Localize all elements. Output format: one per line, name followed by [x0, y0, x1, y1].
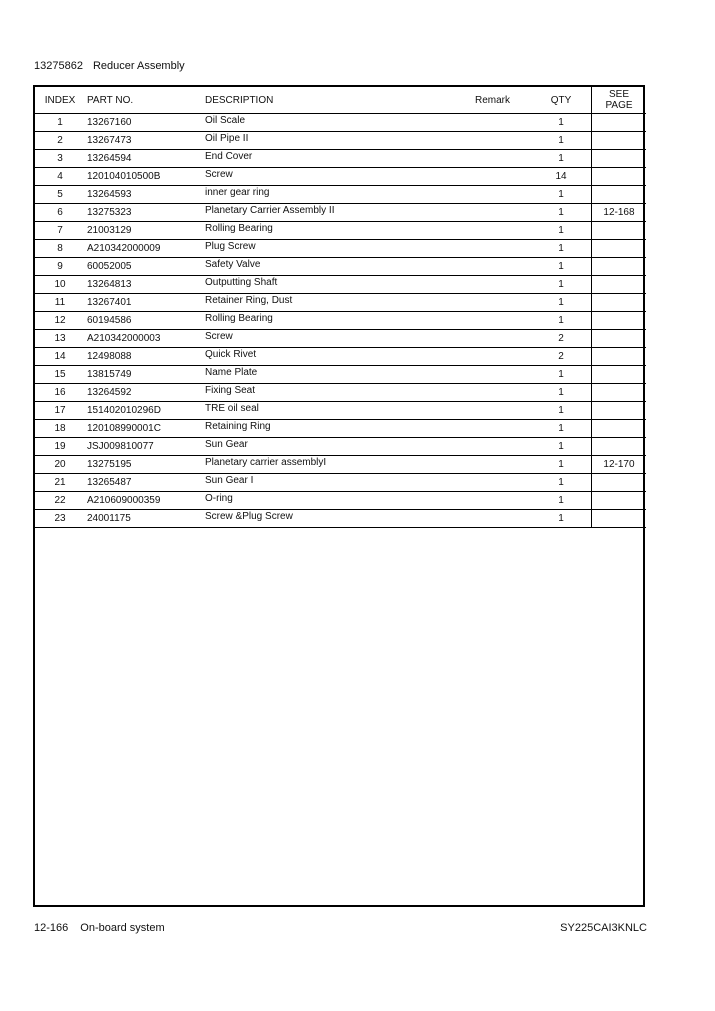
cell-qty: 1: [531, 222, 592, 240]
cell-qty: 1: [531, 150, 592, 168]
cell-see-page: [592, 330, 647, 348]
cell-description: Retainer Ring, Dust: [205, 294, 475, 312]
cell-qty: 1: [531, 276, 592, 294]
cell-description: Oil Pipe II: [205, 132, 475, 150]
cell-see-page: [592, 366, 647, 384]
cell-part-no: 13265487: [85, 474, 205, 492]
cell-index: 11: [35, 294, 85, 312]
cell-see-page: 12-170: [592, 456, 647, 474]
cell-index: 17: [35, 402, 85, 420]
cell-qty: 1: [531, 114, 592, 132]
document-title: [34, 60, 185, 72]
cell-see-page: [592, 222, 647, 240]
cell-part-no: 13267160: [85, 114, 205, 132]
cell-remark: [475, 150, 531, 168]
cell-part-no: JSJ009810077: [85, 438, 205, 456]
table-row: [35, 186, 646, 204]
cell-description: Safety Valve: [205, 258, 475, 276]
table-row: [35, 384, 646, 402]
cell-part-no: 13267473: [85, 132, 205, 150]
column-header-index: INDEX: [35, 87, 85, 114]
cell-part-no: 21003129: [85, 222, 205, 240]
cell-see-page: [592, 186, 647, 204]
assembly-name: Reducer Assembly: [92, 60, 185, 72]
cell-remark: [475, 186, 531, 204]
column-header-remark: Remark: [475, 87, 531, 114]
column-header-qty: QTY: [531, 87, 592, 114]
table-row: [35, 402, 646, 420]
cell-remark: [475, 456, 531, 474]
cell-qty: 14: [531, 168, 592, 186]
cell-remark: [475, 258, 531, 276]
page-number: 12-166: [34, 922, 69, 934]
cell-remark: [475, 510, 531, 528]
cell-see-page: [592, 132, 647, 150]
table-row: [35, 438, 646, 456]
cell-remark: [475, 366, 531, 384]
cell-see-page: [592, 492, 647, 510]
cell-part-no: A210342000009: [85, 240, 205, 258]
table-row: [35, 510, 646, 528]
cell-index: 2: [35, 132, 85, 150]
table-row: [35, 204, 646, 222]
cell-index: 1: [35, 114, 85, 132]
cell-remark: [475, 114, 531, 132]
model-code: SY225CAI3KNLC: [560, 922, 647, 934]
cell-remark: [475, 276, 531, 294]
cell-index: 21: [35, 474, 85, 492]
cell-part-no: 13275323: [85, 204, 205, 222]
cell-index: 3: [35, 150, 85, 168]
cell-description: Rolling Bearing: [205, 222, 475, 240]
cell-index: 15: [35, 366, 85, 384]
cell-qty: 1: [531, 258, 592, 276]
cell-qty: 1: [531, 294, 592, 312]
cell-index: 6: [35, 204, 85, 222]
footer-left: [34, 922, 165, 934]
table-row: [35, 456, 646, 474]
cell-remark: [475, 492, 531, 510]
cell-index: 5: [35, 186, 85, 204]
cell-description: inner gear ring: [205, 186, 475, 204]
cell-description: Screw: [205, 168, 475, 186]
cell-part-no: 60194586: [85, 312, 205, 330]
cell-remark: [475, 348, 531, 366]
cell-see-page: [592, 420, 647, 438]
cell-qty: 1: [531, 384, 592, 402]
cell-description: Planetary carrier assemblyI: [205, 456, 475, 474]
cell-see-page: [592, 384, 647, 402]
cell-description: Oil Scale: [205, 114, 475, 132]
table-row: [35, 222, 646, 240]
cell-index: 13: [35, 330, 85, 348]
cell-part-no: 24001175: [85, 510, 205, 528]
table-row: [35, 348, 646, 366]
cell-qty: 1: [531, 186, 592, 204]
cell-remark: [475, 240, 531, 258]
cell-remark: [475, 294, 531, 312]
table-row: [35, 240, 646, 258]
cell-index: 22: [35, 492, 85, 510]
cell-remark: [475, 132, 531, 150]
cell-description: Planetary Carrier Assembly II: [205, 204, 475, 222]
cell-description: TRE oil seal: [205, 402, 475, 420]
cell-index: 9: [35, 258, 85, 276]
table-row: [35, 492, 646, 510]
cell-qty: 1: [531, 474, 592, 492]
cell-description: Name Plate: [205, 366, 475, 384]
cell-part-no: A210342000003: [85, 330, 205, 348]
cell-part-no: 13264593: [85, 186, 205, 204]
cell-qty: 1: [531, 204, 592, 222]
cell-part-no: 13275195: [85, 456, 205, 474]
cell-description: End Cover: [205, 150, 475, 168]
cell-remark: [475, 474, 531, 492]
table-row: [35, 474, 646, 492]
parts-table-frame: [33, 85, 645, 907]
cell-description: O-ring: [205, 492, 475, 510]
cell-index: 8: [35, 240, 85, 258]
cell-remark: [475, 330, 531, 348]
section-name: On-board system: [80, 922, 165, 934]
parts-table: [35, 87, 646, 528]
cell-description: Sun Gear I: [205, 474, 475, 492]
table-row: [35, 150, 646, 168]
cell-part-no: 13264594: [85, 150, 205, 168]
cell-index: 20: [35, 456, 85, 474]
cell-part-no: 12498088: [85, 348, 205, 366]
column-header-see-page: [592, 87, 647, 114]
cell-qty: 1: [531, 492, 592, 510]
cell-see-page: [592, 276, 647, 294]
cell-description: Screw &Plug Screw: [205, 510, 475, 528]
cell-see-page: [592, 150, 647, 168]
cell-see-page: 12-168: [592, 204, 647, 222]
cell-qty: 1: [531, 402, 592, 420]
cell-qty: 1: [531, 456, 592, 474]
table-row: [35, 132, 646, 150]
cell-see-page: [592, 258, 647, 276]
cell-qty: 1: [531, 420, 592, 438]
table-row: [35, 294, 646, 312]
cell-part-no: 120108990001C: [85, 420, 205, 438]
cell-description: Outputting Shaft: [205, 276, 475, 294]
cell-see-page: [592, 438, 647, 456]
cell-qty: 1: [531, 366, 592, 384]
cell-part-no: 13264813: [85, 276, 205, 294]
cell-remark: [475, 222, 531, 240]
cell-part-no: 13815749: [85, 366, 205, 384]
cell-qty: 1: [531, 312, 592, 330]
cell-see-page: [592, 402, 647, 420]
cell-qty: 1: [531, 510, 592, 528]
cell-part-no: 151402010296D: [85, 402, 205, 420]
see-page-line2: PAGE: [605, 100, 633, 111]
cell-qty: 2: [531, 348, 592, 366]
cell-see-page: [592, 240, 647, 258]
column-header-part-no: PART NO.: [85, 87, 205, 114]
cell-qty: 2: [531, 330, 592, 348]
cell-remark: [475, 402, 531, 420]
cell-index: 10: [35, 276, 85, 294]
cell-remark: [475, 420, 531, 438]
cell-part-no: A210609000359: [85, 492, 205, 510]
cell-index: 18: [35, 420, 85, 438]
cell-remark: [475, 438, 531, 456]
cell-description: Quick Rivet: [205, 348, 475, 366]
cell-index: 23: [35, 510, 85, 528]
cell-description: Screw: [205, 330, 475, 348]
table-row: [35, 114, 646, 132]
cell-remark: [475, 204, 531, 222]
cell-description: Plug Screw: [205, 240, 475, 258]
cell-see-page: [592, 312, 647, 330]
cell-see-page: [592, 294, 647, 312]
table-row: [35, 276, 646, 294]
cell-see-page: [592, 474, 647, 492]
cell-description: Retaining Ring: [205, 420, 475, 438]
cell-index: 16: [35, 384, 85, 402]
see-page-line1: SEE: [608, 89, 629, 100]
table-row: [35, 330, 646, 348]
cell-remark: [475, 384, 531, 402]
cell-part-no: 120104010500B: [85, 168, 205, 186]
table-header-row: [35, 87, 646, 114]
assembly-number: 13275862: [34, 60, 83, 72]
table-row: [35, 168, 646, 186]
cell-remark: [475, 312, 531, 330]
table-row: [35, 420, 646, 438]
cell-qty: 1: [531, 132, 592, 150]
cell-description: Fixing Seat: [205, 384, 475, 402]
cell-see-page: [592, 168, 647, 186]
cell-see-page: [592, 348, 647, 366]
cell-index: 19: [35, 438, 85, 456]
cell-qty: 1: [531, 240, 592, 258]
cell-qty: 1: [531, 438, 592, 456]
cell-description: Sun Gear: [205, 438, 475, 456]
table-row: [35, 366, 646, 384]
table-row: [35, 258, 646, 276]
cell-part-no: 13267401: [85, 294, 205, 312]
cell-see-page: [592, 114, 647, 132]
table-row: [35, 312, 646, 330]
cell-index: 14: [35, 348, 85, 366]
cell-index: 4: [35, 168, 85, 186]
cell-part-no: 60052005: [85, 258, 205, 276]
cell-part-no: 13264592: [85, 384, 205, 402]
cell-remark: [475, 168, 531, 186]
cell-index: 12: [35, 312, 85, 330]
column-header-description: DESCRIPTION: [205, 87, 475, 114]
cell-see-page: [592, 510, 647, 528]
cell-index: 7: [35, 222, 85, 240]
cell-description: Rolling Bearing: [205, 312, 475, 330]
